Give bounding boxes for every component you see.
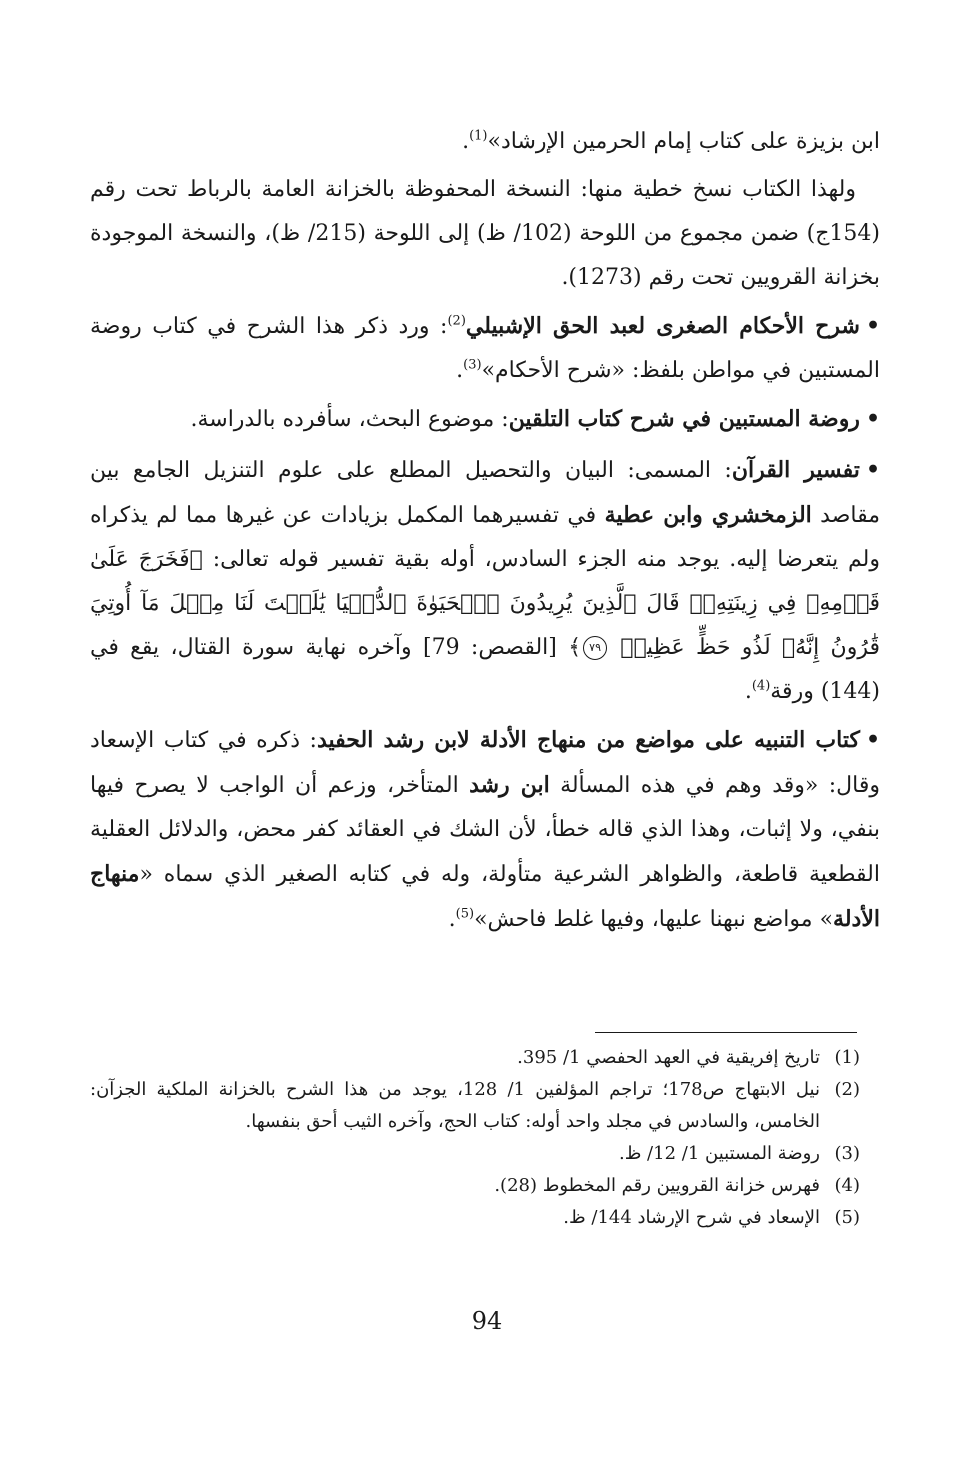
bullet-icon: • bbox=[865, 457, 880, 483]
paragraph-continuation bbox=[90, 120, 880, 164]
footnote-item bbox=[90, 1042, 860, 1074]
footnote-ref[interactable]: (2) bbox=[447, 313, 466, 329]
footnote-item bbox=[90, 1170, 860, 1202]
paragraph-text: : ذكره في كتاب الإسعاد وقال: «وقد وهم في هذه المسألة bbox=[90, 728, 880, 798]
bullet-icon: • bbox=[865, 727, 880, 753]
ayah-number-icon: ٧٩ bbox=[583, 636, 607, 660]
footnote-ref[interactable]: (1) bbox=[469, 128, 488, 144]
footnote-text: الإسعاد في شرح الإرشاد 144/ ظ. bbox=[563, 1207, 820, 1228]
footnote-item bbox=[90, 1074, 860, 1138]
footnote-text: نيل الابتهاج ص178؛ تراجم المؤلفين 1/ 128، يوجد من هذا الشرح بالخزانة الملكية الجزآن: الخامس، والسادس في مجلد واحد أوله: كتاب الحج، وآخره الثيب أحق بنفسها. bbox=[90, 1079, 820, 1132]
footnotes bbox=[90, 1042, 860, 1234]
footnote-ref[interactable]: (3) bbox=[463, 357, 482, 373]
main-text bbox=[90, 120, 880, 942]
period: . bbox=[456, 358, 464, 383]
bullet-icon: • bbox=[865, 406, 880, 432]
footnote-number: (3) bbox=[834, 1143, 860, 1164]
book-title: كتاب التنبيه على مواضع من منهاج الأدلة لابن رشد الحفيد bbox=[316, 727, 860, 753]
footnote-item bbox=[90, 1202, 860, 1234]
footnote-number: (2) bbox=[834, 1079, 860, 1100]
footnote-text: روضة المستبين 1/ 12/ ظ. bbox=[618, 1143, 820, 1164]
paragraph-manuscripts bbox=[90, 168, 880, 300]
footnote-number: (1) bbox=[834, 1047, 860, 1068]
page-number: 94 bbox=[471, 1307, 503, 1335]
paragraph-text: في تفسيرهما المكمل بزيادات عن غيرها مما لم يذكراه ولم يتعرضا إليه. يوجد منه الجزء السادس، أوله بقية تفسير قوله تعالى: bbox=[90, 503, 881, 572]
paragraph-text: ولهذا الكتاب نسخ خطية منها: النسخة المحفوظة بالخزانة العامة بالرباط تحت رقم (154ج) ضمن مجموع من اللوحة (102/ ظ) إلى اللوحة (215/ ظ)، والنسخة الموجودة بخزانة القرويين تحت رقم (1273). bbox=[90, 177, 880, 290]
paragraph-text: : موضوع البحث، سأفرده بالدراسة. bbox=[190, 407, 509, 432]
paragraph-text: : المسمى: البيان والتحصيل المطلع على علوم التنزيل الجامع بين مقاصد bbox=[90, 458, 881, 528]
footnote-ref[interactable]: (5) bbox=[455, 906, 475, 922]
footnote-item bbox=[90, 1138, 860, 1170]
book-title: تفسير القرآن bbox=[731, 457, 860, 483]
footnote-text: فهرس خزانة القرويين رقم المخطوط (28). bbox=[494, 1175, 820, 1196]
period: . bbox=[448, 907, 456, 932]
paragraph-text: : ورد ذكر هذا الشرح في كتاب روضة المستبين في مواطن بلفظ: «شرح الأحكام» bbox=[90, 314, 880, 383]
paragraph-rawda bbox=[90, 397, 880, 442]
footnote-text: تاريخ إفريقية في العهد الحفصي 1/ 395. bbox=[517, 1047, 820, 1068]
book-title: شرح الأحكام الصغرى لعبد الحق الإشبيلي bbox=[465, 313, 860, 339]
period: . bbox=[744, 679, 752, 704]
paragraph-text: المتأخر، وزعم أن الواجب لا يصرح فيها بنفي، ولا إثبات، وهذا الذي قاله خطأ، لأن الشك في العقائد كفر محض، والدلائل العقلية القطعية قاطعة، والظواهر الشرعية متأولة، وله في كتابه الصغير الذي سماه « bbox=[90, 773, 881, 887]
book-title: روضة المستبين في شرح كتاب التلقين bbox=[508, 406, 860, 432]
period: . bbox=[462, 129, 470, 154]
paragraph-text: ابن بزيزة على كتاب إمام الحرمين الإرشاد» bbox=[487, 129, 880, 154]
paragraph-ahkam bbox=[90, 304, 880, 393]
paragraph-tafsir bbox=[90, 448, 880, 714]
footnote-divider bbox=[595, 1032, 857, 1033]
quran-bracket: ﴾ bbox=[568, 635, 582, 660]
paragraph-tanbih bbox=[90, 718, 880, 942]
quran-verse: ﴿فَخَرَجَ عَلَىٰ قَوۡمِهِۦ فِي زِينَتِهِۦۖ قَالَ ٱلَّذِينَ يُرِيدُونَ ٱلۡحَيَوٰةَ ٱلدُّنۡيَا يَٰلَيۡتَ لَنَا مِثۡلَ مَآ أُوتِيَ قَٰرُونُ إِنَّهُۥ لَذُو حَظٍّ عَظِيمٖ bbox=[90, 547, 880, 660]
footnote-ref[interactable]: (4) bbox=[751, 678, 771, 694]
verse-reference: [القصص: 79] bbox=[422, 635, 557, 660]
paragraph-text: وآخره نهاية سورة القتال، يقع في (144) ورقة bbox=[90, 635, 880, 704]
book-title: منهاج الأدلة bbox=[90, 861, 880, 932]
footnote-number: (5) bbox=[834, 1207, 860, 1228]
footnote-number: (4) bbox=[834, 1175, 860, 1196]
bullet-icon: • bbox=[865, 313, 880, 339]
author-names: الزمخشري وابن عطية bbox=[604, 502, 812, 528]
author-name: ابن رشد bbox=[469, 772, 550, 798]
paragraph-text: » مواضع نبهنا عليها، وفيها غلط فاحش» bbox=[474, 907, 834, 932]
